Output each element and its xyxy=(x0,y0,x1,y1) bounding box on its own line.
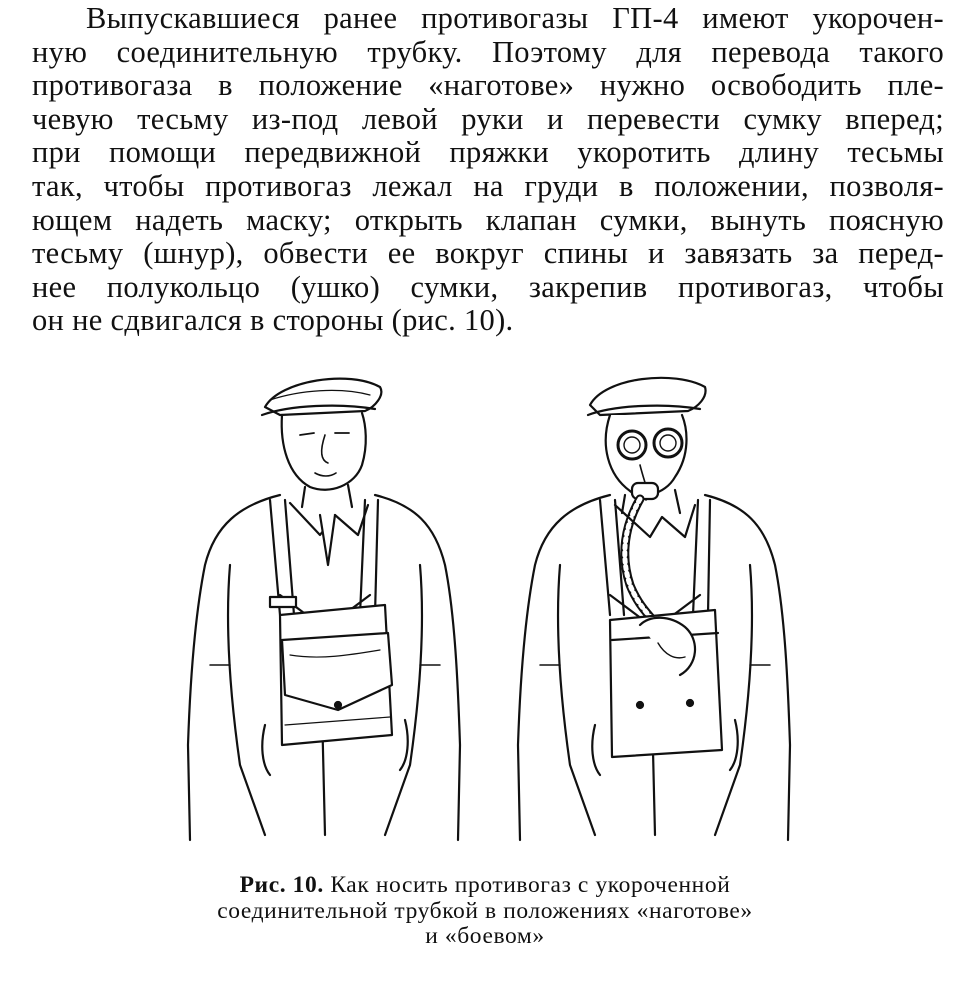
caption-label: Рис. 10. xyxy=(239,872,324,898)
paragraph-line: ющем надеть маску; открыть клапан сумки, вынуть поясную xyxy=(32,202,944,237)
figure-illustration xyxy=(170,365,810,865)
paragraph-line: чевую тесьму из-под левой руки и перевести сумку вперед; xyxy=(32,101,944,136)
figure-ready-position xyxy=(188,379,460,840)
gas-mask-illustration xyxy=(170,365,810,865)
body-paragraph xyxy=(32,2,944,338)
paragraph-line: Выпускавшиеся ранее противогазы ГП-4 имеют укорочен- xyxy=(86,1,944,35)
paragraph-line: так, чтобы противогаз лежал на груди в положении, позволя- xyxy=(32,168,944,203)
figure-combat-position xyxy=(518,378,790,840)
caption-line: и «боевом» xyxy=(425,923,545,949)
paragraph-line: при помощи передвижной пряжки укоротить длину тесьмы xyxy=(32,135,944,170)
figure-caption xyxy=(150,873,820,950)
paragraph-line: нее полукольцо (ушко) сумки, закрепив противогаз, чтобы xyxy=(32,269,944,304)
paragraph-line: он не сдвигался в стороны (рис. 10). xyxy=(32,303,514,338)
paragraph-line: тесьму (шнур), обвести ее вокруг спины и завязать за перед- xyxy=(32,236,944,271)
caption-line xyxy=(150,873,820,899)
caption-text: Как носить противогаз с укороченной xyxy=(330,872,731,898)
paragraph-line: противогаза в положение «наготове» нужно освободить пле- xyxy=(32,68,944,103)
paragraph-line: ную соединительную трубку. Поэтому для перевода такого xyxy=(32,34,944,69)
caption-line: соединительной трубкой в положениях «наготове» xyxy=(217,897,753,924)
